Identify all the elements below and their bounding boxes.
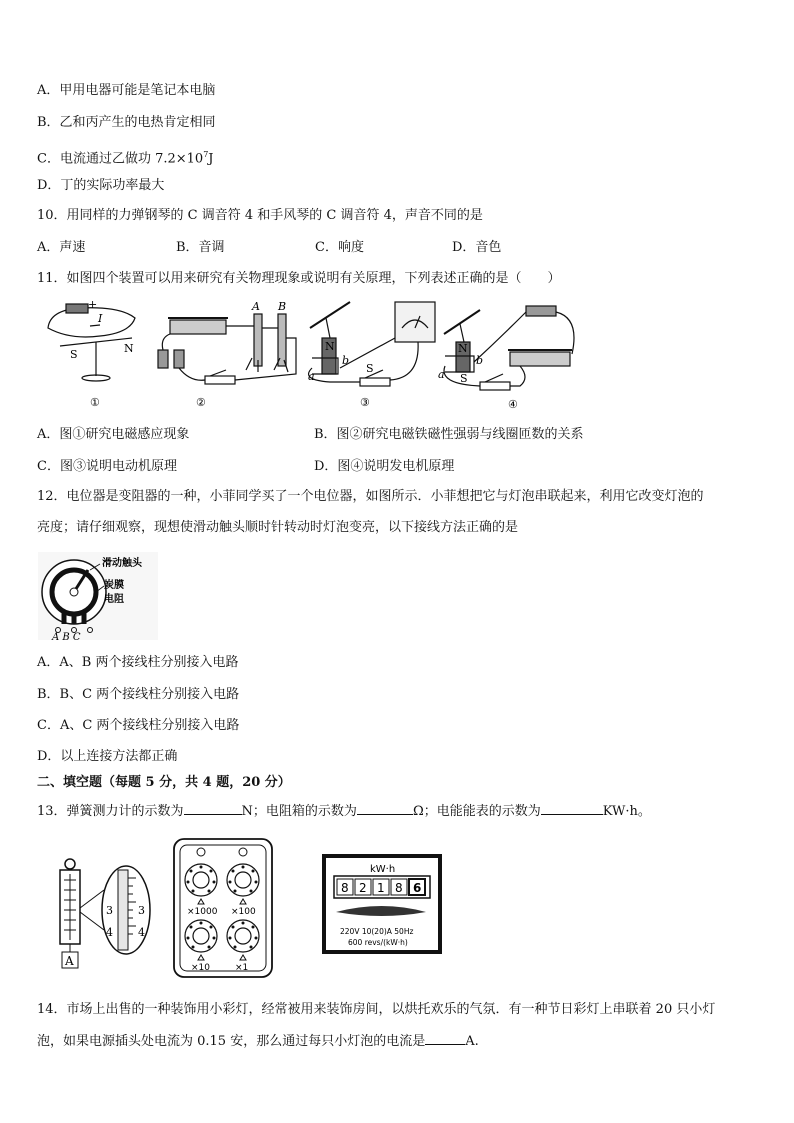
fig4-caption: ④ [508, 398, 518, 411]
q13-blank-3[interactable] [541, 801, 603, 815]
q12-stem-line2: 亮度；请仔细观察，现想使滑动触头顺时针转动时灯泡变亮，以下接线方法正确的是 [37, 520, 519, 535]
meter-spec-line-2: 600 revs/(kW·h) [348, 938, 408, 947]
section-2-title: 二、填空题（每题 5 分，共 4 题，20 分） [37, 775, 291, 790]
q14-line2-end: A. [465, 1034, 479, 1049]
fig3-s-label: S [366, 362, 374, 375]
fig2-a-label: A [252, 300, 260, 313]
q11-stem: 11．如图四个装置可以用来研究有关物理现象或说明有关原理，下列表述正确的是（ ） [37, 271, 561, 286]
meter-spec-line-1: 220V 10(20)A 50Hz [340, 927, 414, 936]
q10-option-c: C．响度 [315, 240, 364, 255]
q13-part4: KW·h。 [602, 804, 651, 819]
q9-option-c-text: C．电流通过乙做功 7.2×10 [37, 151, 204, 167]
fig1-s-label: S [70, 348, 78, 361]
fig2-caption: ② [196, 396, 206, 409]
meter-digit-3: 1 [377, 881, 385, 895]
resistance-box-figure [173, 838, 273, 978]
q9-option-d: D．丁的实际功率最大 [37, 178, 165, 193]
fig4-b-label: b [476, 354, 484, 367]
q14-line2-text: 泡，如果电源插头处电流为 0.15 安，那么通过每只小灯泡的电流是 [37, 1034, 426, 1049]
q14-line2 [37, 1031, 479, 1051]
fig3-caption: ③ [360, 396, 370, 409]
q12-stem-line1: 12．电位器是变阻器的一种，小菲同学买了一个电位器，如图所示．小菲想把它与灯泡串联起来，利用它改变灯泡的 [37, 489, 704, 504]
q13-blank-2[interactable] [357, 801, 413, 815]
fig1-plus: + [88, 298, 98, 311]
spring-scale-figure [50, 856, 160, 972]
q12-option-d: D．以上连接方法都正确 [37, 749, 178, 764]
q9-option-b: B．乙和丙产生的电热肯定相同 [37, 115, 216, 130]
q9-option-a: A．甲用电器可能是笔记本电脑 [37, 83, 216, 98]
fig3-b-label: b [342, 354, 350, 367]
q11-figure [40, 298, 580, 414]
q10-option-b: B．音调 [176, 240, 225, 255]
figure-2-electromagnets [158, 314, 296, 384]
q12-terminal-labels: A B C [52, 632, 81, 640]
resistor-multiplier-100: ×100 [231, 907, 256, 917]
q11-option-a: A．图①研究电磁感应现象 [37, 427, 190, 442]
q13-part3: Ω；电能能表的示数为 [412, 804, 541, 819]
q13-blank-1[interactable] [184, 801, 242, 815]
spring-tick-label-4: 4 [138, 926, 145, 939]
fig1-current-label: I [98, 312, 103, 325]
q12-option-b: B．B、C 两个接线柱分别接入电路 [37, 687, 240, 702]
q10-stem: 10．用同样的力弹钢琴的 C 调音符 4 和手风琴的 C 调音符 4，声音不同的是 [37, 208, 483, 223]
resistor-multiplier-1: ×1 [235, 963, 249, 973]
fig3-n-label: N [325, 340, 335, 353]
q9-option-c [37, 146, 214, 168]
q10-option-a: A．声速 [37, 240, 86, 255]
q12-carbon-label-1: 炭膜 [104, 580, 124, 591]
spring-tick-label-2: 3 [138, 904, 145, 917]
fig4-a-label: a [438, 368, 445, 381]
spring-tick-label-1: 3 [106, 904, 113, 917]
q14-blank[interactable] [425, 1031, 465, 1045]
fig4-n-label: N [458, 342, 468, 355]
resistor-multiplier-1000: ×1000 [187, 907, 218, 917]
q13-part1: 13．弹簧测力计的示数为 [37, 804, 184, 819]
fig3-a-label: a [308, 370, 315, 383]
q11-option-b: B．图②研究电磁铁磁性强弱与线圈匝数的关系 [314, 427, 584, 442]
fig1-n-label: N [124, 342, 134, 355]
q9-option-c-unit: J [208, 151, 214, 167]
fig2-b-label: B [278, 300, 287, 313]
q12-option-c: C．A、C 两个接线柱分别接入电路 [37, 718, 240, 733]
q12-potentiometer-figure [38, 552, 158, 640]
q14-line1: 14．市场上出售的一种装饰用小彩灯，经常被用来装饰房间，以烘托欢乐的气氛．有一种节日彩灯上串联着 20 只小灯 [37, 1002, 716, 1017]
spring-scale-weight-label: A [65, 954, 74, 968]
meter-unit-label: kW·h [370, 864, 396, 875]
meter-digit-1: 8 [341, 881, 349, 895]
fig1-caption: ① [90, 396, 100, 409]
q12-slider-label: 滑动触头 [102, 558, 142, 569]
spring-tick-label-3: 4 [106, 926, 113, 939]
meter-digit-2: 2 [359, 881, 367, 895]
q11-option-d: D．图④说明发电机原理 [314, 459, 455, 474]
q11-option-c: C．图③说明电动机原理 [37, 459, 177, 474]
q12-option-a: A．A、B 两个接线柱分别接入电路 [37, 655, 239, 670]
q10-option-d: D．音色 [452, 240, 502, 255]
energy-meter-figure [322, 854, 442, 954]
meter-digit-4: 8 [395, 881, 403, 895]
q12-carbon-label-2: 电阻 [104, 594, 124, 605]
figure-1-oersted [48, 304, 135, 381]
fig4-s-label: S [460, 372, 468, 385]
q13-part2: N；电阻箱的示数为 [241, 804, 357, 819]
q13-stem [37, 801, 651, 821]
resistor-multiplier-10: ×10 [191, 963, 210, 973]
q9-option-c-exponent: 7 [203, 150, 209, 159]
meter-digit-5: 6 [413, 881, 422, 895]
